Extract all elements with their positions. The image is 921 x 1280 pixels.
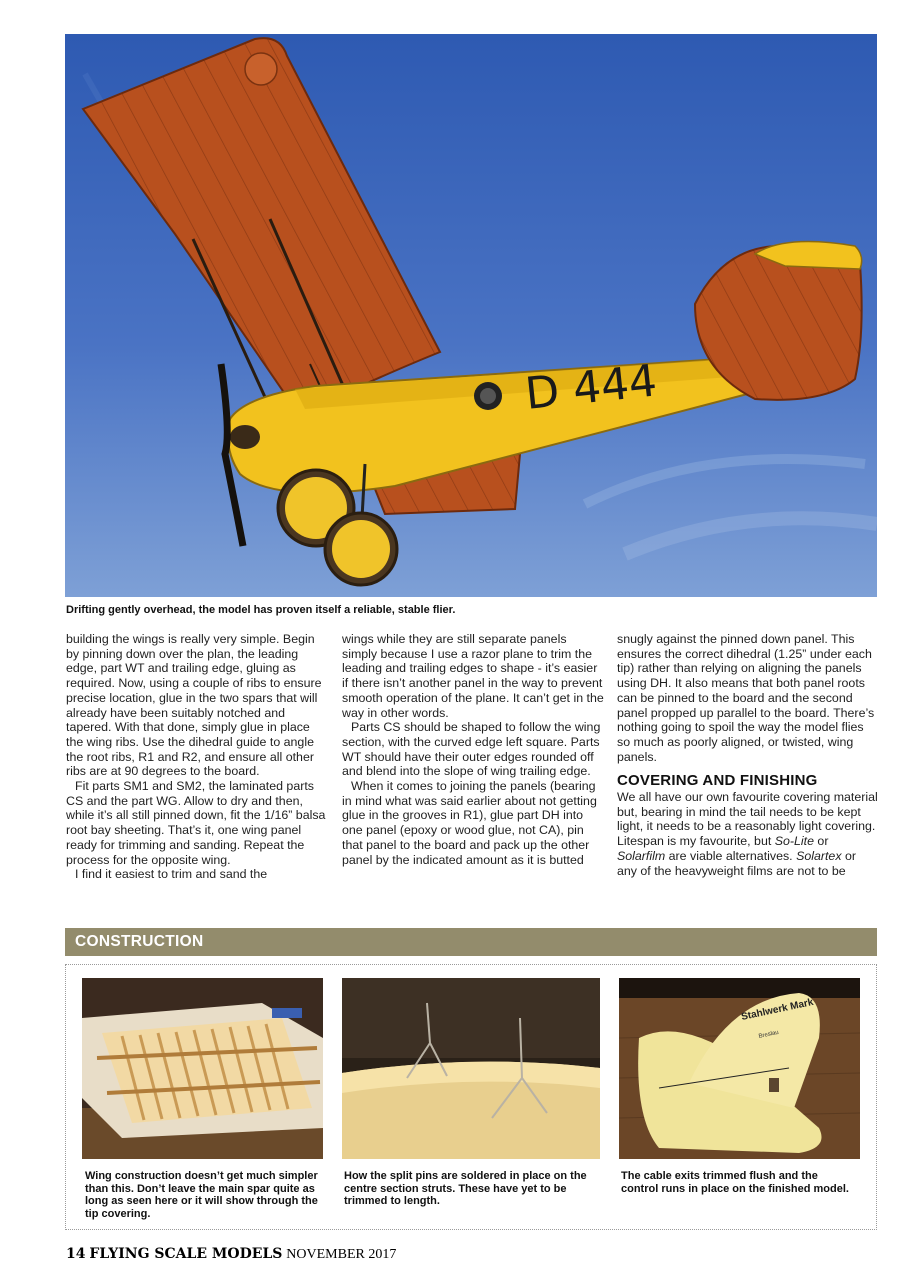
paragraph: I find it easiest to trim and sand the [75,867,268,882]
registration-marking: D 444 [522,355,660,420]
page-number: 14 [66,1246,86,1262]
issue-date: NOVEMBER 2017 [286,1247,397,1262]
text-column-2 [342,632,604,867]
magazine-title: FLYING SCALE MODELS [89,1246,283,1262]
photo-caption: Wing construction doesn’t get much simpler than this. Don’t leave the main spar quite as long as seen here or it will show through the tip covering. [85,1170,318,1220]
hero-caption: Drifting gently overhead, the model has proven itself a reliable, stable flier. [66,604,456,616]
aircraft-illustration [65,34,877,597]
paragraph: building the wings is really very simple. Begin by pinning down over the plan, the leading edge, part WT and trailing edge, gluing as required. Now, using a couple of ribs to ensure precise location, glue in the two spars that will already have been suitably notched and tapered. With that done, simply glue in place the wing ribs. Use the dihedral guide to angle the root ribs, R1 and R2, and ensure all other ribs are at 90 degrees to the board. [66,632,322,779]
paragraph: Parts CS should be shaped to follow the wing section, with the curved edge left square. Parts WT should have their outer edges rounded off and blend into the slope of wing trailing edge. [342,720,601,779]
hero-photo [65,34,877,597]
section-heading: COVERING AND FINISHING [617,772,818,790]
page-footer [66,1245,396,1263]
fin-lettering: Stahlwerk Mark [740,996,815,1023]
text-column-1 [66,632,328,882]
construction-title: CONSTRUCTION [75,933,204,950]
paragraph: wings while they are still separate panels simply because I use a razor plane to trim the leading and trailing edges to shape - it’s easier if there isn’t another panel in the way to prevent smooth operation of the plane. It can’t get in the way in other words. [342,632,604,720]
paragraph: snugly against the pinned down panel. This ensures the correct dihedral (1.25” under each tip) rather than relying on aligning the panels using DH. It also means that both panel roots can be pinned to the board and the second panel propped up parallel to the board. There’s nothing going to spoil the way the model flies so much as poorly aligned, or twisted, wing panels. [617,632,875,764]
photo-caption: The cable exits trimmed flush and the control runs in place on the finished model. [621,1170,849,1195]
text-column-3 [617,632,879,878]
construction-banner [65,928,877,956]
photo-wing-construction [82,978,323,1159]
paragraph: Fit parts SM1 and SM2, the laminated parts CS and the part WG. Allow to dry and then, while it’s all still pinned down, fit the 1/16” balsa root bay sheeting. That’s it, one wing panel ready for trimming and sanding. Repeat the process for the opposite wing. [66,779,326,867]
photo-tail-cable-exit [619,978,860,1159]
fin-lettering-small: Breslau [758,1029,780,1040]
photo-caption: How the split pins are soldered in place on the centre section struts. These have yet to be trimmed to length. [344,1170,587,1208]
photo-split-pins [342,978,600,1159]
paragraph: When it comes to joining the panels (bearing in mind what was said earlier about not getting glue in the grooves in R1), glue part DH into one panel (epoxy or wood glue, not CA), pin that panel to the board and pack up the other panel by the indicated amount as it is butted [342,779,597,867]
paragraph: We all have our own favourite covering material but, bearing in mind the tail needs to be kept light, it needs to be a reasonably light covering. Litespan is my favourite, but So-Lite or Solarfilm are viable alternatives. Solartex or any of the heavyweight films are not to be [617,790,878,878]
